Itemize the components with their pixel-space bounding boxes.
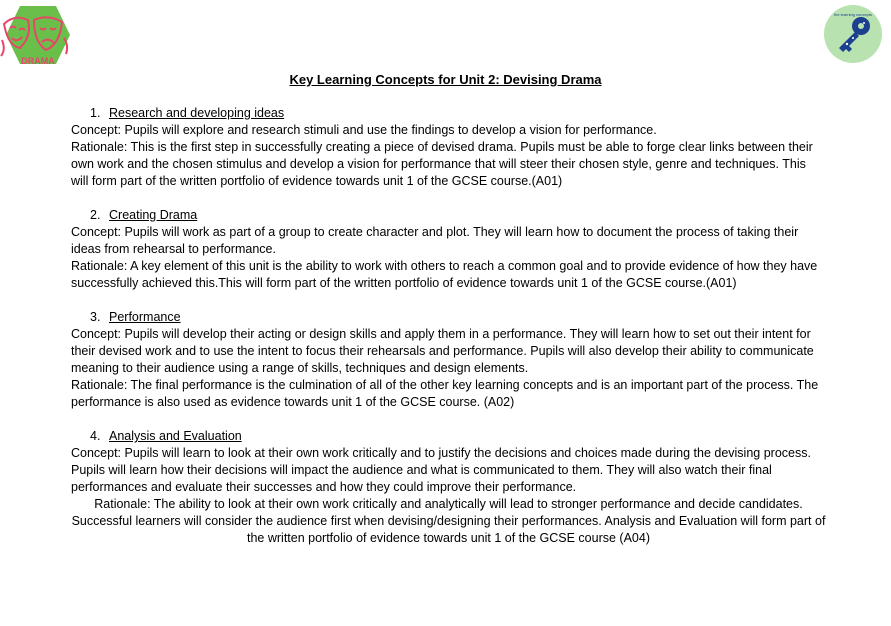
- document-body: [71, 105, 826, 564]
- section-title: Creating Drama: [109, 208, 198, 222]
- section-title: Analysis and Evaluation: [109, 429, 242, 443]
- section-heading: [71, 309, 826, 326]
- rationale-text: Rationale: The final performance is the culmination of all of the other key learning concepts and is an important part of the process. The performance is also used as evidence towards unit 1 of the GCSE course. (A02): [71, 378, 819, 409]
- section-heading: [71, 105, 826, 122]
- concept-text: Concept: Pupils will explore and research stimuli and use the findings to develop a vision for performance.: [71, 123, 657, 137]
- concept-text: Concept: Pupils will learn to look at their own work critically and to justify the decisions and choices made during the devising process. Pupils will learn how their decisions will impact the audience and what is communicated to them. They will also watch their final performances and evaluate their successes and how they could improve their performance.: [71, 446, 811, 494]
- key-icon: [823, 4, 883, 64]
- concept-text: Concept: Pupils will develop their acting or design skills and apply them in a performance. They will learn how to set out their intent for their devised work and to use the intent to focus their rehearsals and performance. Pupils will also develop their ability to communicate meaning to their audience using a range of skills, techniques and design elements.: [71, 327, 814, 375]
- section-title: Performance: [109, 310, 181, 324]
- section-creating-drama: [71, 207, 826, 292]
- rationale-text: Rationale: This is the first step in successfully creating a piece of devised drama. Pupils must be able to forge clear links between their own work and the chosen stimulus and develop a vision for performance that will steer their chosen style, genre and techniques. This will form part of the written portfolio of evidence towards unit 1 of the GCSE course.(A01): [71, 140, 813, 188]
- rationale-text: Rationale: A key element of this unit is the ability to work with others to reach a common goal and to provide evidence of how they have successfully achieved this.This will form part of the written portfolio of evidence towards unit 1 of the GCSE course.(A01): [71, 259, 818, 290]
- section-research: [71, 105, 826, 190]
- section-number: 2.: [90, 208, 101, 222]
- page-title: Key Learning Concepts for Unit 2: Devising Drama: [289, 72, 602, 87]
- svg-text:the learning concepts: the learning concepts: [833, 12, 873, 17]
- rationale-text: Rationale: The ability to look at their own work critically and analytically will lead to stronger performance and decide candidates. Successful learners will consider the audience first when devising/designing their performances. Analysis and Evaluation will form part of the written portfolio of evidence towards unit 1 of the GCSE course (A04): [71, 497, 826, 545]
- section-number: 4.: [90, 429, 101, 443]
- section-heading: [71, 207, 826, 224]
- section-number: 1.: [90, 106, 101, 120]
- section-title: Research and developing ideas: [109, 106, 285, 120]
- section-performance: [71, 309, 826, 411]
- section-analysis-evaluation: [71, 428, 826, 547]
- key-concepts-logo: [823, 4, 883, 64]
- section-heading: [71, 428, 826, 445]
- svg-text:DRAMA: DRAMA: [21, 56, 55, 66]
- drama-logo: [0, 4, 72, 66]
- section-number: 3.: [90, 310, 101, 324]
- theatre-masks-icon: [0, 4, 72, 66]
- concept-text: Concept: Pupils will work as part of a group to create character and plot. They will learn how to document the process of taking their ideas from rehearsal to performance.: [71, 225, 799, 256]
